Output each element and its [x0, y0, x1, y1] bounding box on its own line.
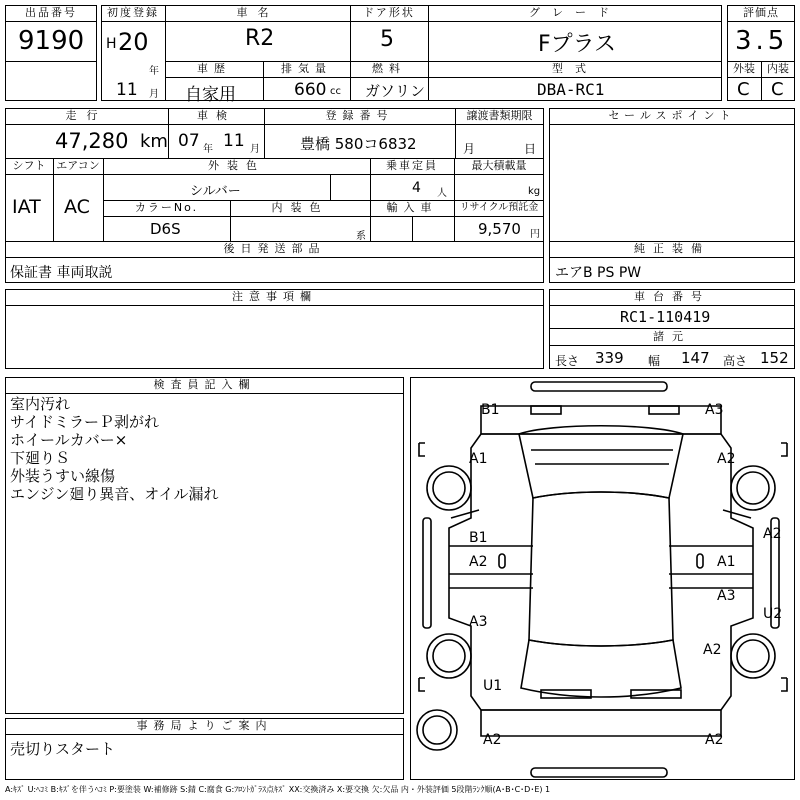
front-grille — [531, 406, 561, 414]
grade-value: Fプラス — [538, 32, 616, 57]
insp-year-unit: 年 — [203, 144, 213, 155]
transfer-day-unit: 日 — [524, 142, 537, 156]
first-reg-label: 初度登録 — [107, 6, 159, 19]
later-parts-label: 後日発送部品 — [223, 242, 326, 255]
car-name: R2 — [245, 26, 275, 51]
mark-front-right: A3 — [705, 402, 724, 418]
capacity-unit: 人 — [437, 188, 447, 199]
mark-rear-bumper-left: A2 — [483, 732, 502, 748]
reg-year: 20 — [118, 28, 149, 56]
mark-door-right-2: A3 — [717, 588, 736, 604]
inspector-line: 下廻りＳ — [10, 449, 71, 467]
year-unit: 年 — [149, 66, 159, 77]
mark-door-right-1: A1 — [717, 554, 736, 570]
score-value: 3.5 — [735, 26, 789, 56]
capacity-value: 4 — [412, 180, 421, 196]
model-value: DBA-RC1 — [537, 80, 605, 99]
mark-door-left-2: A2 — [469, 554, 488, 570]
fuel-label: 燃料 — [372, 62, 406, 75]
capacity-label: 乗車定員 — [386, 159, 438, 172]
chassis-label: 車台番号 — [634, 290, 710, 303]
sales-label: セールスポイント — [608, 109, 736, 122]
exterior-value: C — [737, 79, 750, 100]
mileage-value: 47,280 — [55, 129, 129, 153]
recycle-unit: 円 — [530, 229, 540, 240]
later-parts-value: 保証書 車両取説 — [10, 265, 113, 281]
import-label: 輸入車 — [386, 201, 438, 214]
model-label: 型式 — [552, 62, 598, 75]
max-load-label: 最大積載量 — [471, 159, 527, 172]
inspector-line: エンジン廻り異音、オイル漏れ — [10, 485, 219, 503]
mark-fender-left: A1 — [469, 451, 488, 467]
grade-label: グレード — [529, 6, 621, 19]
displacement-unit: cc — [330, 86, 341, 97]
mileage-label: 走行 — [65, 109, 108, 122]
fuel-value: ガソリン — [365, 82, 426, 100]
roof — [529, 492, 673, 646]
interior-label: 内装 — [767, 62, 789, 75]
color-no-label: カラーNo. — [134, 201, 199, 214]
recycle-value: 9,570 — [478, 220, 521, 238]
int-color-unit: 系 — [356, 231, 366, 242]
score-label: 評価点 — [743, 6, 779, 19]
color-no-value: D6S — [150, 220, 181, 238]
car-name-label: 車名 — [236, 6, 279, 19]
chassis-number: RC1-110419 — [620, 308, 711, 326]
history-label: 車歴 — [197, 62, 231, 75]
inspection-label: 車検 — [197, 109, 235, 122]
inspector-line: 室内汚れ — [10, 395, 71, 413]
mark-fender-right: A2 — [717, 451, 736, 467]
equip-value: エアB PS PW — [555, 265, 642, 281]
length-label: 長さ — [555, 354, 580, 368]
exterior-label: 外装 — [733, 62, 755, 75]
height-label: 高さ — [723, 354, 748, 368]
inspector-notes — [10, 395, 219, 503]
height-value: 152 — [760, 349, 789, 367]
int-color-label: 内装色 — [271, 201, 329, 214]
front-roof-bar — [531, 382, 667, 391]
transfer-month-unit: 月 — [463, 142, 476, 156]
insp-month-unit: 月 — [250, 144, 260, 155]
history-value: 自家用 — [185, 85, 236, 105]
recycle-label: リサイクル預託金 — [459, 202, 539, 213]
office-text: 売切りスタート — [10, 740, 116, 758]
inspector-line: サイドミラーＰ剥がれ — [10, 413, 159, 431]
mark-rear-left: U1 — [483, 678, 503, 694]
ext-color-label: 外装色 — [208, 159, 265, 172]
shift-value: IAT — [12, 196, 41, 218]
notes-label: 注意事項欄 — [232, 290, 317, 303]
mileage-unit: km — [140, 131, 168, 152]
front-bumper — [481, 406, 721, 434]
legend: A:ｷｽﾞ U:ﾍｺﾐ B:ｷｽﾞを伴うﾍｺﾐ P:要塗装 W:補修跡 S:錆 C:腐食 G:ﾌﾛﾝﾄｶﾞﾗｽ点ｷｽﾞ XX:交換済み X:要交換 欠:欠品 内・外装評価 5段階ﾗﾝｸ順(A･B･C･D･E) 1 — [5, 785, 551, 794]
mark-side-right-bottom: U2 — [763, 606, 783, 622]
lot-label: 出品番号 — [25, 6, 77, 19]
ac-value: AC — [64, 196, 90, 218]
office-label: 事務局よりご案内 — [136, 719, 273, 732]
transfer-label: 譲渡書類期限 — [466, 109, 533, 122]
car-diagram-svg — [411, 378, 796, 781]
length-value: 339 — [595, 349, 624, 367]
equip-label: 純正装備 — [634, 242, 710, 255]
mark-door-left-1: B1 — [469, 530, 488, 546]
inspector-label: 検査員記入欄 — [153, 378, 256, 391]
mark-front-left: B1 — [481, 402, 500, 418]
body-outline — [449, 434, 753, 710]
displacement-label: 排気量 — [281, 62, 332, 75]
lot-number: 9190 — [18, 26, 85, 56]
insp-year: 07 — [178, 131, 200, 151]
era: H — [106, 36, 117, 52]
left-skirt — [423, 518, 431, 628]
plate-label: 登録番号 — [325, 109, 394, 122]
mark-rear-door-left: A3 — [469, 614, 488, 630]
width-value: 147 — [681, 349, 710, 367]
ac-label: エアコン — [56, 159, 100, 172]
hood — [519, 426, 683, 498]
shift-label: シフト — [12, 159, 46, 172]
mark-quarter-right: A2 — [703, 642, 722, 658]
inspector-line: ホイールカバー× — [10, 431, 128, 449]
plate-value: 豊橋 580コ6832 — [300, 135, 417, 153]
insp-month: 11 — [223, 131, 245, 151]
spec-label: 諸元 — [653, 330, 691, 343]
ext-color-value: シルバー — [190, 184, 241, 199]
mark-rear-bumper-right: A2 — [705, 732, 724, 748]
inspector-line: 外装うすい線傷 — [10, 467, 116, 485]
width-label: 幅 — [648, 354, 661, 368]
rear-bumper — [481, 710, 721, 736]
max-load-unit: kg — [528, 186, 541, 197]
door-label: ドア形状 — [363, 6, 415, 19]
month-unit: 月 — [149, 89, 159, 100]
car-diagram — [410, 377, 795, 780]
door-value: 5 — [380, 27, 394, 52]
reg-month: 11 — [116, 80, 138, 100]
front-grille-r — [649, 406, 679, 414]
displacement-value: 660 — [294, 80, 327, 100]
rear-glass — [521, 640, 681, 697]
interior-value: C — [771, 79, 784, 100]
rear-roof-bar — [531, 768, 667, 777]
mark-side-right-top: A2 — [763, 526, 782, 542]
